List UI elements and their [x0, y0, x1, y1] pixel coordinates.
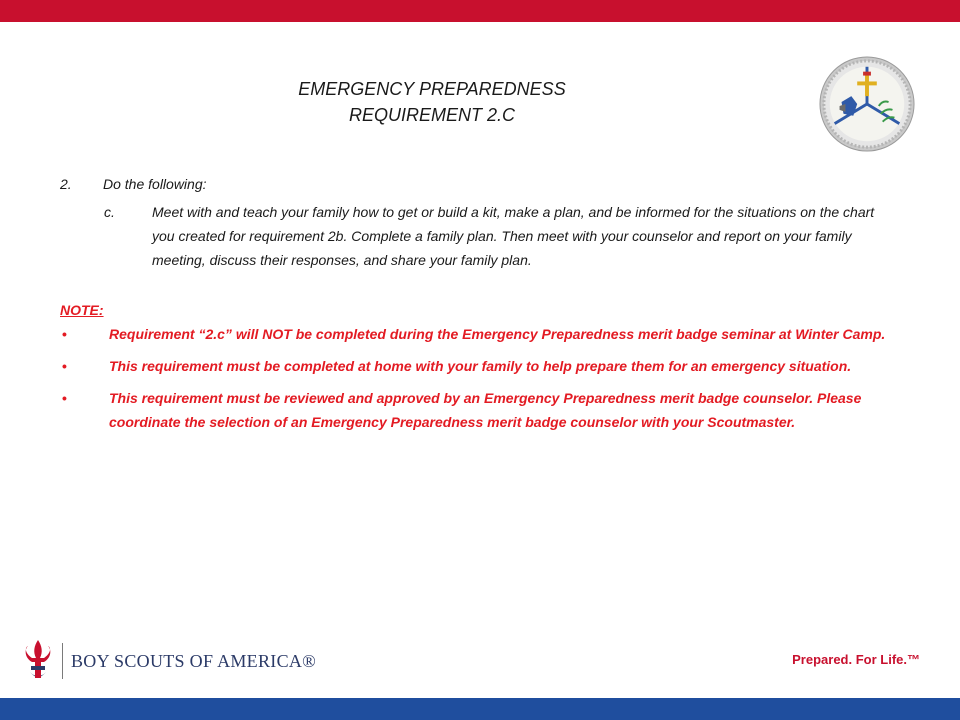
merit-badge-icon — [818, 55, 916, 153]
requirement-text: Do the following: — [103, 176, 207, 192]
note-bullet — [60, 354, 890, 378]
slogan: Prepared. For Life.™ — [792, 652, 920, 667]
note-bullet — [60, 322, 890, 346]
sub-requirement-text: Meet with and teach your family how to get or build a kit, make a plan, and be informed for the situations on the chart you created for requirement 2b. Complete a family plan. Then meet with your counselor and report on your family meeting, discuss their responses, and share your family plan. — [152, 204, 875, 268]
bullet-icon: • — [62, 390, 67, 406]
bsa-logo — [22, 638, 316, 684]
top-red-bar — [0, 0, 960, 22]
note-bullet-text: This requirement must be reviewed and approved by an Emergency Preparedness merit badge counselor. Please coordinate the selection of an Emergency Preparedness merit badge counselor with your Scoutmaster. — [109, 390, 862, 430]
requirement-item — [60, 172, 890, 196]
bullet-icon: • — [62, 358, 67, 374]
bottom-blue-bar — [0, 698, 960, 720]
org-name: BOY SCOUTS OF AMERICA® — [71, 650, 317, 671]
title-line-1: EMERGENCY PREPAREDNESS — [298, 79, 566, 99]
requirement-number: 2. — [60, 176, 72, 192]
sub-requirement-letter: c. — [104, 204, 115, 220]
bullet-icon: • — [62, 326, 67, 342]
footer-divider — [62, 643, 63, 679]
slide-title — [0, 76, 864, 128]
fleur-de-lis-icon — [22, 638, 54, 684]
sub-requirement-item — [60, 200, 890, 272]
note-label: NOTE: — [60, 302, 104, 318]
title-line-2: REQUIREMENT 2.C — [348, 105, 516, 125]
note-bullet-text: This requirement must be completed at home with your family to help prepare them for an emergency situation. — [109, 358, 852, 374]
note-bullet — [60, 386, 890, 434]
slide-body — [60, 172, 890, 434]
note-bullet-text: Requirement “2.c” will NOT be completed during the Emergency Preparedness merit badge seminar at Winter Camp. — [109, 326, 886, 342]
